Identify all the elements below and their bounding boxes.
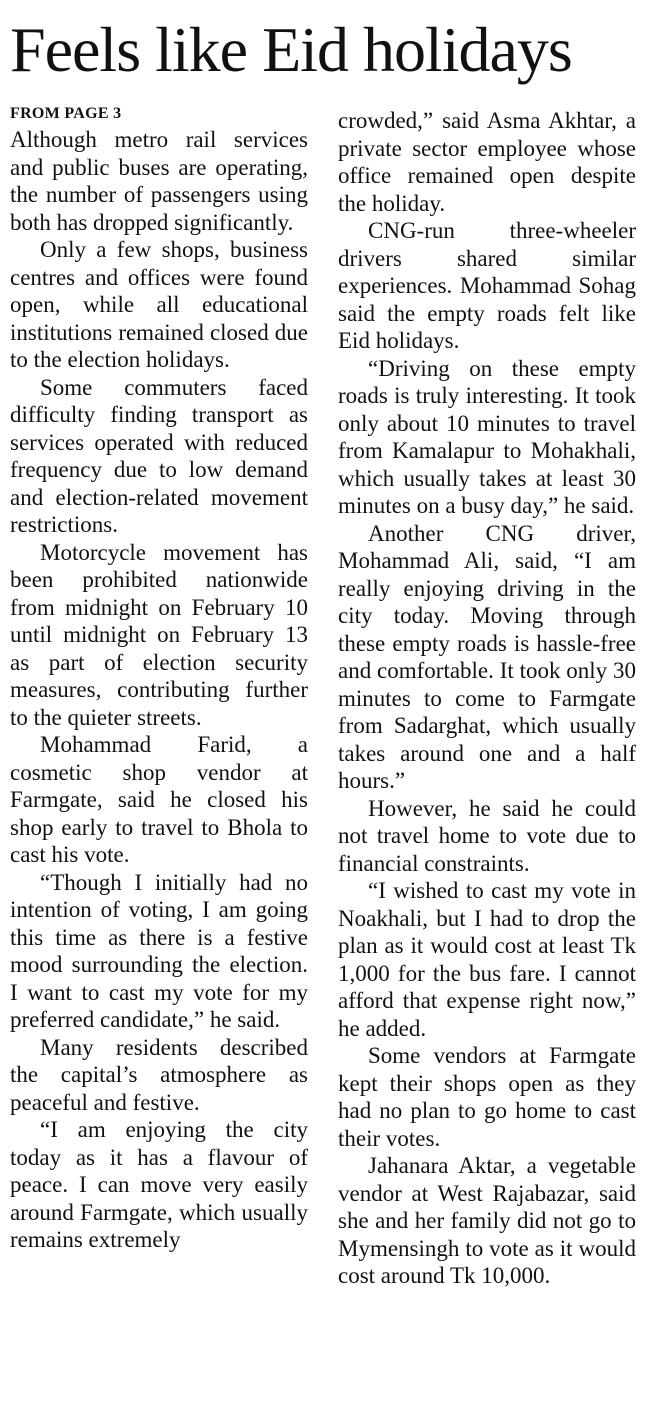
headline: Feels like Eid holidays xyxy=(10,14,572,85)
paragraph: “Driving on these empty roads is truly interesting. It took only about 10 minutes to travel from Kamalapur to Mohakhali, which usually takes at least 30 minutes on a busy day,” he said. xyxy=(338,355,636,518)
left-column xyxy=(10,104,308,1254)
paragraph: Motorcycle movement has been prohibited nationwide from midnight on February 10 until midnight on February 13 as part of election security measures, contributing further to the quieter streets. xyxy=(10,539,308,730)
paragraph: Mohammad Farid, a cosmetic shop vendor at Farmgate, said he closed his shop early to travel to Bhola to cast his vote. xyxy=(10,732,308,867)
paragraph: crowded,” said Asma Akhtar, a private sector employee whose office remained open despite the holiday. xyxy=(338,108,636,216)
paragraph: Some vendors at Farmgate kept their shops open as they had no plan to go home to cast their votes. xyxy=(338,1043,636,1151)
paragraph: Jahanara Aktar, a vegetable vendor at West Rajabazar, said she and her family did not go to Mymensingh to vote as it would cost around Tk 10,000. xyxy=(338,1153,636,1288)
paragraph: Some commuters faced difficulty finding transport as services operated with reduced frequency due to low demand and election-related movement restrictions. xyxy=(10,374,308,537)
paragraph: “I wished to cast my vote in Noakhali, but I had to drop the plan as it would cost at least Tk 1,000 for the bus fare. I cannot afford that expense right now,” he added. xyxy=(338,878,636,1041)
paragraph: Only a few shops, business centres and offices were found open, while all educational institutions remained closed due to the election holidays. xyxy=(10,237,308,372)
right-column xyxy=(338,107,636,1290)
paragraph: “I am enjoying the city today as it has a flavour of peace. I can move very easily around Farmgate, which usually remains extremely xyxy=(10,1117,308,1252)
kicker-from-page: FROM PAGE 3 xyxy=(10,105,122,122)
paragraph: Many residents described the capital’s atmosphere as peaceful and festive. xyxy=(10,1034,308,1115)
paragraph: However, he said he could not travel home to vote due to financial constraints. xyxy=(338,795,636,876)
paragraph: “Though I initially had no intention of voting, I am going this time as there is a festive mood surrounding the election. I want to cast my vote for my preferred candidate,” he said. xyxy=(10,869,308,1032)
paragraph: Although metro rail services and public buses are operating, the number of passengers using both has dropped significantly. xyxy=(10,127,308,235)
paragraph: CNG-run three-wheeler drivers shared similar experiences. Mohammad Sohag said the empty roads felt like Eid holidays. xyxy=(338,218,636,353)
paragraph: Another CNG driver, Mohammad Ali, said, “I am really enjoying driving in the city today. Moving through these empty roads is hassle-free and comfortable. It took only 30 minutes to come to Farmgate from Sadarghat, which usually takes around one and a half hours.” xyxy=(338,520,636,793)
